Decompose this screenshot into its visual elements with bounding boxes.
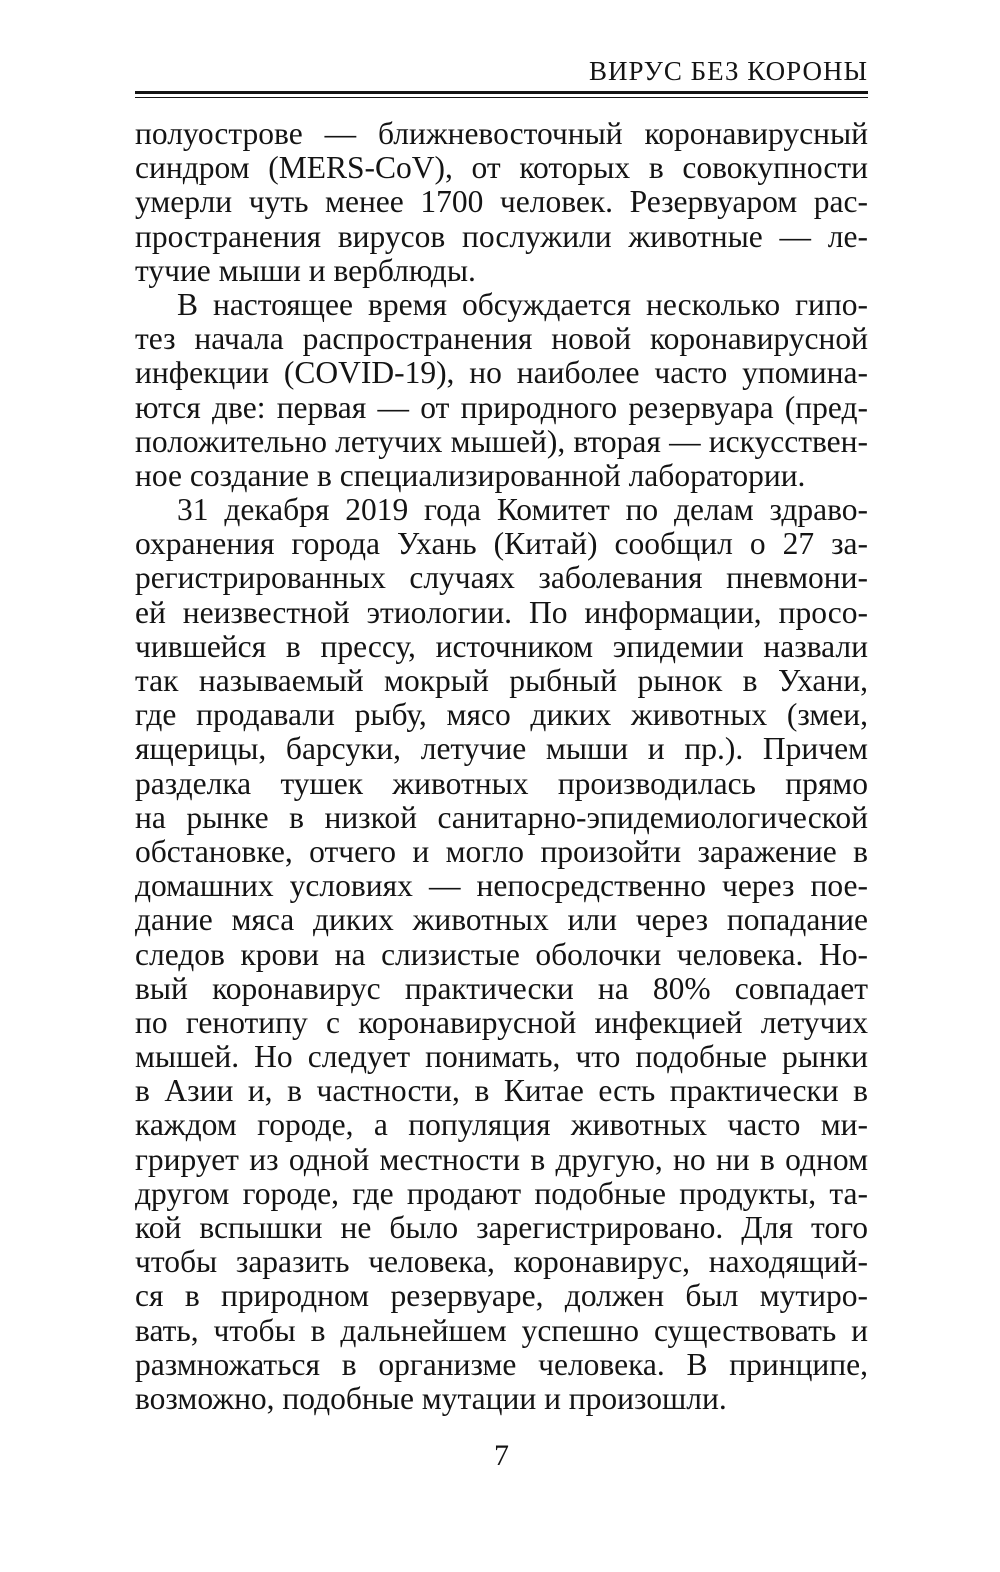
paragraph [135, 493, 868, 1416]
text-line: где продавали рыбу, мясо диких животных (змеи, [135, 698, 868, 733]
text-line: регистрированных случаях заболевания пневмони- [135, 561, 868, 596]
text-line: размножаться в организме человека. В принципе, [135, 1347, 868, 1382]
text-line: синдром (MERS-CoV), от которых в совокупности [135, 151, 868, 186]
paragraph [135, 288, 868, 493]
text-line: ются две: первая — от природного резервуара (пред- [135, 390, 868, 425]
header-rule-thick [135, 91, 868, 94]
text-line: положительно летучих мышей), вторая — искусствен- [135, 424, 868, 459]
text-line: ей неизвестной этиологии. По информации, просо- [135, 595, 868, 630]
text-line: вый коронавирус практически на 80% совпадает [135, 971, 868, 1006]
text-line: дание мяса диких животных или через попадание [135, 903, 868, 938]
text-line: вать, чтобы в дальнейшем успешно существовать и [135, 1313, 868, 1348]
text-line: ся в природном резервуаре, должен был мутиро- [135, 1279, 868, 1314]
text-line: возможно, подобные мутации и произошли. [135, 1381, 727, 1416]
text-line: так называемый мокрый рыбный рынок в Ухани, [135, 664, 868, 698]
text-line: В настоящее время обсуждается несколько гипо- [177, 287, 868, 322]
text-line: мышей. Но следует понимать, что подобные рынки [135, 1040, 868, 1075]
text-line: другом городе, где продают подобные продукты, та- [135, 1176, 868, 1211]
text-line: в Азии и, в частности, в Китае есть практически в [135, 1074, 868, 1109]
running-head: ВИРУС БЕЗ КОРОНЫ [588, 56, 868, 86]
text-line: обстановке, отчего и могло произойти заражение в [135, 834, 868, 869]
text-line: следов крови на слизистые оболочки человека. Но- [135, 937, 868, 972]
paragraph [135, 117, 868, 288]
text-line: ящерицы, барсуки, летучие мыши и пр.). Причем [135, 732, 868, 767]
text-line: по генотипу с коронавирусной инфекцией летучих [135, 1005, 868, 1040]
text-line: тез начала распространения новой коронавирусной [135, 322, 868, 357]
body-text [135, 117, 868, 1416]
text-line: полуострове — ближневосточный коронавирусный [135, 117, 868, 151]
text-line: на рынке в низкой санитарно-эпидемиологической [135, 800, 868, 835]
text-line: грирует из одной местности в другую, но ни в одном [135, 1142, 868, 1177]
text-line: тучие мыши и верблюды. [135, 253, 476, 288]
text-line: 31 декабря 2019 года Комитет по делам здраво- [177, 493, 868, 528]
text-line: охранения города Ухань (Китай) сообщил о 27 за- [135, 527, 868, 562]
text-line: инфекции (COVID-19), но наиболее часто упомина- [135, 356, 868, 391]
text-line: каждом городе, а популяция животных часто ми- [135, 1108, 868, 1143]
text-line: ное создание в специализированной лаборатории. [135, 458, 806, 493]
text-line: домашних условиях — непосредственно через пое- [135, 869, 868, 904]
text-line: кой вспышки не было зарегистрировано. Для того [135, 1211, 868, 1245]
text-line: чтобы заразить человека, коронавирус, находящий- [135, 1245, 868, 1280]
text-line: умерли чуть менее 1700 человек. Резервуаром рас- [135, 185, 868, 220]
text-line: разделка тушек животных производилась прямо [135, 766, 868, 801]
text-line: чившейся в прессу, источником эпидемии назвали [135, 629, 868, 664]
page-number: 7 [494, 1439, 509, 1472]
text-line: пространения вирусов послужили животные — ле- [135, 219, 868, 254]
header-rule-thin [135, 97, 868, 98]
